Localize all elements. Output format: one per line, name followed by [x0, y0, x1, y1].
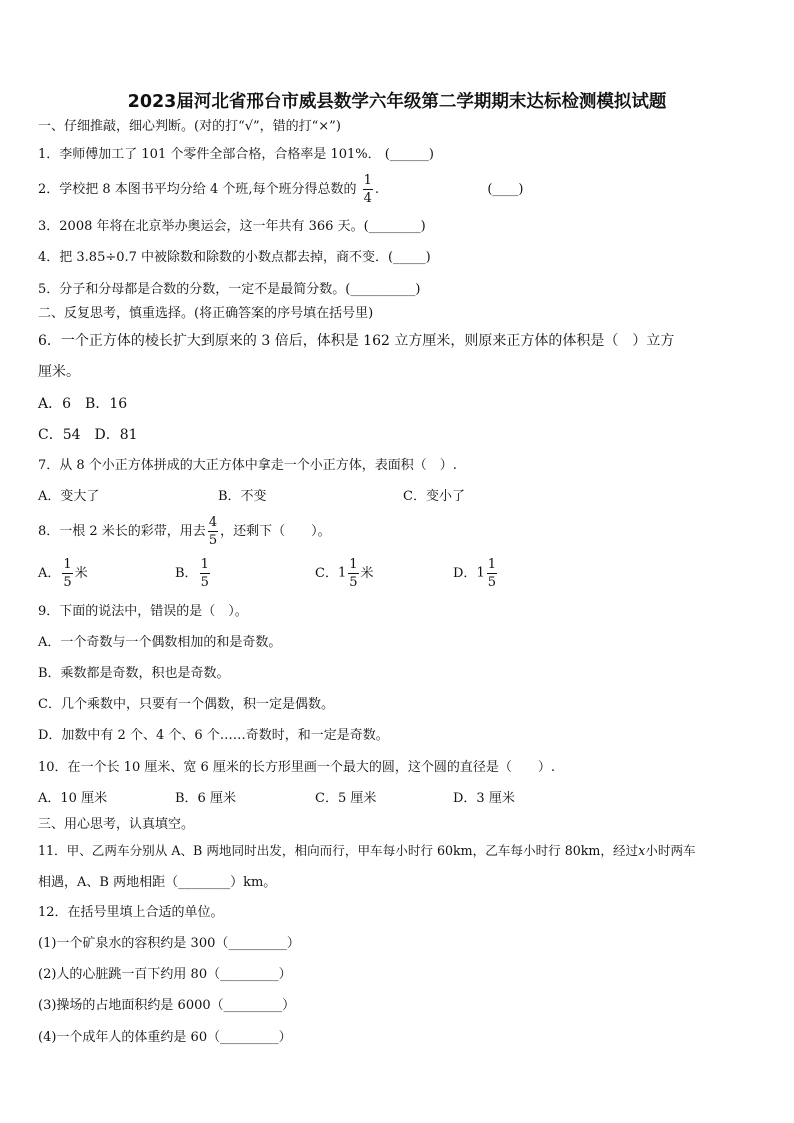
q2-fraction	[363, 174, 373, 205]
q8-text-end: ，还剩下（ ）。	[220, 524, 331, 539]
q2-fraction-numerator: 1	[363, 173, 372, 188]
q8-option-c-unit: 米	[360, 566, 374, 581]
q8-option-a-denominator: 5	[63, 575, 72, 590]
q6-option-b: B．16	[85, 396, 128, 412]
question-11-line1	[38, 842, 696, 860]
question-10-options	[38, 790, 515, 808]
q8-option-b-numerator: 1	[200, 557, 209, 572]
q8-text: 8．一根 2 米长的彩带，用去	[38, 524, 206, 539]
q8-option-c	[315, 558, 453, 589]
q6-option-d: D．81	[94, 427, 138, 443]
question-6-options-ab	[38, 395, 127, 413]
q8-option-c-whole: 1	[337, 565, 347, 581]
q7-option-c: C．变小了	[403, 489, 465, 504]
q9-option-a: A．一个奇数与一个偶数相加的和是奇数。	[38, 635, 282, 650]
q8-option-c-label: C．	[315, 566, 338, 581]
q8-option-c-numerator: 1	[349, 557, 358, 572]
q9-option-b: B．乘数都是奇数，积也是奇数。	[38, 666, 230, 681]
question-2	[38, 174, 523, 205]
q7-option-a: A．变大了	[38, 489, 100, 504]
q8-fraction-denominator: 5	[208, 533, 218, 548]
q2-text: 2．学校把 8 本图书平均分给 4 个班,每个班分得总数的	[38, 182, 357, 197]
q8-option-d-numerator: 1	[487, 557, 496, 572]
question-7-options	[38, 488, 465, 506]
q8-option-b-denominator: 5	[200, 575, 209, 590]
q8-fraction-numerator: 4	[208, 515, 218, 530]
question-3: 3．2008 年将在北京举办奥运会，这一年共有 366 天。(________)	[38, 219, 426, 234]
q10-option-a: A．10 厘米	[38, 791, 108, 806]
question-11-line2: 相遇，A、B 两地相距（________）km。	[38, 875, 277, 890]
q11-text: 11．甲、乙两车分别从 A、B 两地同时出发，相向而行，甲车每小时行 60km，乙车每小时行 80km，经过	[38, 843, 639, 858]
section2-heading: 二、反复思考，慎重选择。(将正确答案的序号填在括号里)	[38, 306, 374, 321]
q6-option-c: C．54	[38, 427, 81, 443]
q7-option-b: B．不变	[218, 489, 267, 504]
q2-answer-blank: (____)	[487, 182, 524, 197]
q10-option-d: D．3 厘米	[453, 791, 515, 806]
q6-option-a: A．6	[38, 396, 72, 412]
q8-option-d-label: D．	[453, 566, 477, 581]
q12-item-4: (4)一个成年人的体重约是 60（_________）	[38, 1030, 292, 1045]
q8-option-d-fraction	[487, 558, 497, 589]
q8-option-a-fraction	[62, 558, 72, 589]
question-8	[38, 516, 331, 547]
q8-option-d-denominator: 5	[487, 575, 496, 590]
question-12: 12．在括号里填上合适的单位。	[38, 905, 224, 920]
q12-item-3: (3)操场的占地面积约是 6000（_________）	[38, 998, 296, 1013]
q10-option-b: B．6 厘米	[175, 791, 236, 806]
q8-option-b-fraction	[200, 558, 210, 589]
question-8-options	[38, 558, 499, 589]
question-6-options-cd	[38, 426, 138, 444]
q8-option-a	[38, 558, 175, 589]
question-5: 5．分子和分母都是合数的分数，一定不是最简分数。(__________)	[38, 282, 421, 297]
question-9: 9．下面的说法中，错误的是（ ）。	[38, 604, 248, 619]
question-6-line1: 6．一个正方体的棱长扩大到原来的 3 倍后，体积是 162 立方厘米，则原来正方体的体积是（ ）立方	[38, 333, 675, 349]
q2-fraction-denominator: 4	[363, 191, 372, 206]
section3-heading: 三、用心思考，认真填空。	[38, 817, 195, 832]
q11-variable: x	[638, 843, 646, 858]
question-4: 4．把 3.85÷0.7 中被除数和除数的小数点都去掉，商不变．(_____)	[38, 250, 431, 265]
q12-item-1: (1)一个矿泉水的容积约是 300（_________）	[38, 936, 300, 951]
q8-option-b	[175, 558, 315, 589]
question-6-line2: 厘米。	[38, 364, 80, 380]
q12-item-2: (2)人的心脏跳一百下约用 80（_________）	[38, 967, 292, 982]
q8-option-c-denominator: 5	[349, 575, 358, 590]
q8-option-a-unit: 米	[74, 566, 88, 581]
q9-option-c: C．几个乘数中，只要有一个偶数，积一定是偶数。	[38, 697, 334, 712]
q8-option-d	[453, 558, 499, 589]
question-10: 10．在一个长 10 厘米、宽 6 厘米的长方形里画一个最大的圆，这个圆的直径是（ ）.	[38, 760, 556, 775]
section1-heading: 一、仔细推敲，细心判断。(对的打“√”，错的打“×”)	[38, 119, 341, 134]
q8-option-a-numerator: 1	[63, 557, 72, 572]
page-title: 2023届河北省邢台市威县数学六年级第二学期期末达标检测模拟试题	[127, 92, 667, 112]
question-1: 1．李师傅加工了 101 个零件全部合格，合格率是 101%． (______)	[38, 147, 434, 162]
q10-option-c: C．5 厘米	[315, 791, 377, 806]
q8-option-b-label: B．	[175, 566, 198, 581]
q11-text-end: 小时两车	[645, 843, 696, 858]
q9-option-d: D．加数中有 2 个、4 个、6 个……奇数时，和一定是奇数。	[38, 728, 389, 743]
q8-option-d-whole: 1	[476, 565, 485, 581]
question-7: 7．从 8 个小正方体拼成的大正方体中拿走一个小正方体，表面积（ ）.	[38, 458, 457, 473]
q2-period: .	[374, 182, 380, 197]
q8-fraction	[208, 516, 218, 547]
q8-option-a-label: A．	[38, 566, 61, 581]
q8-option-c-fraction	[348, 558, 358, 589]
